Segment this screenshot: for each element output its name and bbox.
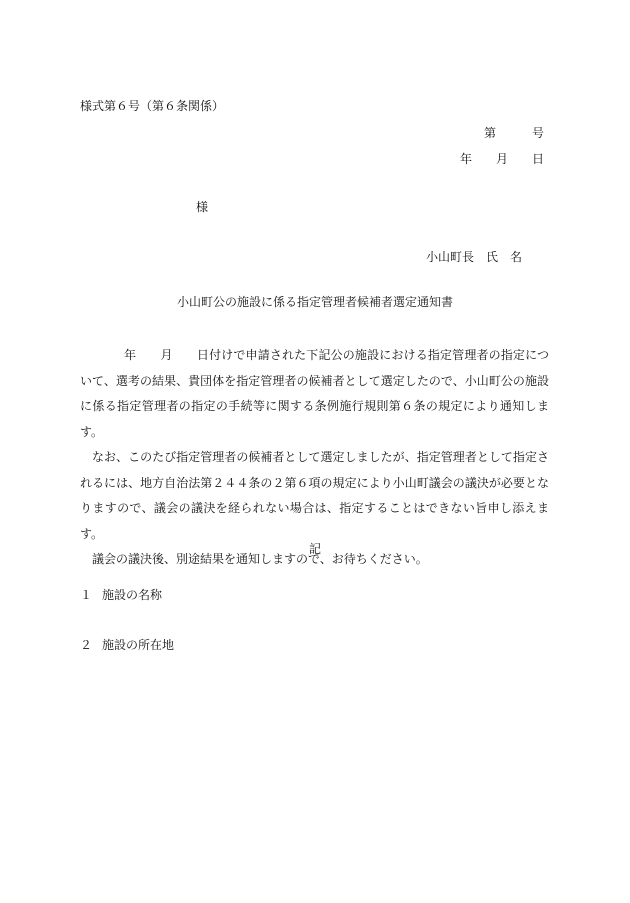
- item-number: １: [80, 588, 93, 602]
- item-number: ２: [80, 638, 93, 652]
- body-paragraph-1: 年 月 日付けで申請された下記公の施設における指定管理者の指定について、選考の結果、貴団体を指定管理者の候補者として選定したので、小山町公の施設に係る指定管理者の指定の手続等に関する条例施行規則第６条の規定により通知します。: [80, 348, 549, 439]
- form-label: 様式第６号（第６条関係）: [80, 99, 225, 113]
- list-item-facility-name: [80, 586, 162, 603]
- item-label: 施設の所在地: [102, 638, 175, 652]
- body-paragraph-3: 議会の議決後、別途結果を通知しますので、お待ちください。: [92, 552, 428, 566]
- list-item-facility-location: [80, 636, 174, 653]
- item-label: 施設の名称: [102, 588, 163, 602]
- body-text: [80, 343, 549, 573]
- document-title: 小山町公の施設に係る指定管理者候補者選定通知書: [176, 295, 453, 309]
- addressee: 様: [196, 200, 209, 214]
- body-paragraph-2: なお、このたび指定管理者の候補者として選定しましたが、指定管理者として指定されるには、地方自治法第２４４条の２第６項の規定により小山町議会の議決が必要となりますので、議会の議決を経られない場合は、指定することはできない旨申し添えます。: [80, 450, 549, 541]
- note-mark: 記: [308, 542, 321, 556]
- document-number: 第 号: [483, 126, 544, 140]
- document-date: 年 月 日: [459, 152, 544, 166]
- sender: 小山町長 氏 名: [425, 250, 522, 264]
